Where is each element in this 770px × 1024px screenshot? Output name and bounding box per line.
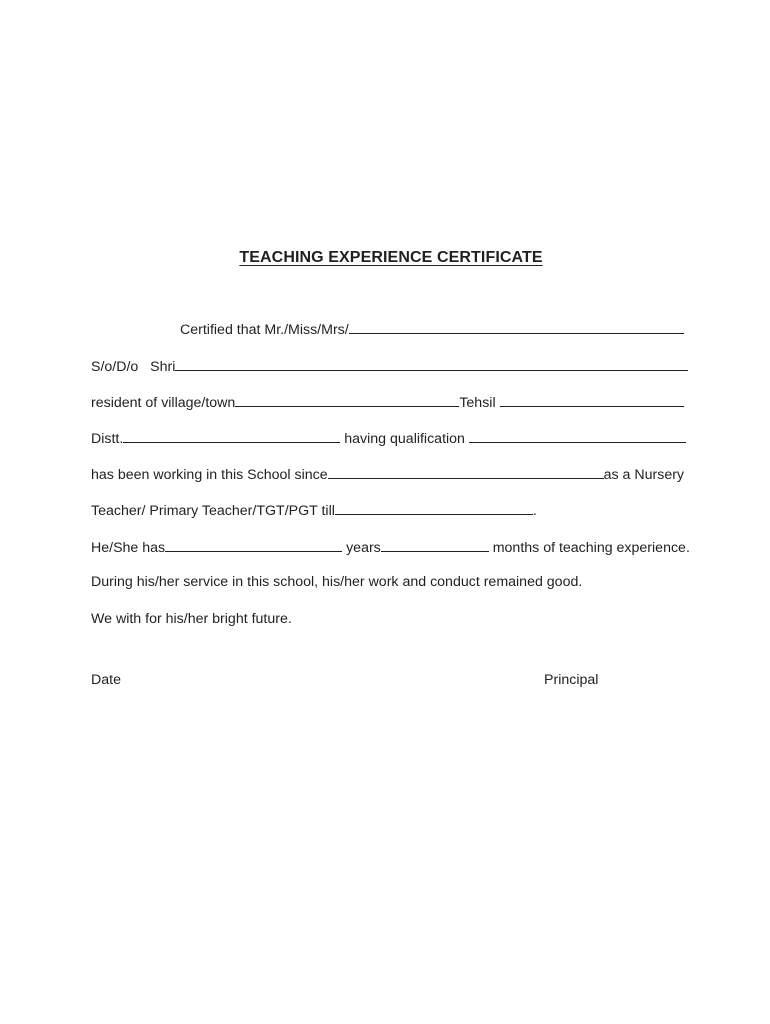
- district-blank[interactable]: [123, 429, 340, 443]
- certified-line: [180, 320, 684, 339]
- residence-line: [91, 393, 684, 412]
- district-line: [91, 429, 686, 448]
- till-date-blank[interactable]: [335, 501, 533, 515]
- wishes-text: We with for his/her bright future.: [91, 611, 292, 627]
- working-since-label: has been working in this School since: [91, 467, 328, 483]
- parent-name-blank[interactable]: [175, 357, 688, 371]
- working-since-line: [91, 465, 684, 484]
- teacher-type-label: Teacher/ Primary Teacher/TGT/PGT till: [91, 503, 335, 519]
- since-date-blank[interactable]: [328, 465, 604, 479]
- qualification-blank[interactable]: [469, 429, 686, 443]
- district-label: Distt.: [91, 431, 124, 447]
- months-blank[interactable]: [381, 538, 489, 552]
- years-label: years: [342, 540, 381, 556]
- parent-line: [91, 357, 688, 376]
- certificate-title: TEACHING EXPERIENCE CERTIFICATE: [239, 249, 543, 266]
- wishes-line: [91, 610, 292, 628]
- principal-label: Principal: [544, 672, 599, 688]
- conduct-text: During his/her service in this school, his/her work and conduct remained good.: [91, 574, 583, 590]
- parent-label: S/o/D/o Shri: [91, 359, 176, 375]
- date-label: Date: [91, 672, 121, 688]
- certified-label: Certified that Mr./Miss/Mrs/: [180, 322, 349, 338]
- conduct-line: [91, 573, 582, 591]
- period-mark: .: [532, 503, 537, 519]
- hes-he-has-label: He/She has: [91, 540, 166, 556]
- village-blank[interactable]: [235, 393, 459, 407]
- teacher-type-line: [91, 501, 537, 520]
- nursery-label: as a Nursery: [603, 467, 685, 483]
- qualification-label: having qualification: [340, 431, 469, 447]
- months-label: months of teaching experience.: [488, 540, 690, 556]
- tehsil-label: Tehsil: [459, 395, 496, 411]
- village-label: resident of village/town: [91, 395, 236, 411]
- years-blank[interactable]: [165, 538, 342, 552]
- experience-line: [91, 538, 690, 557]
- tehsil-blank[interactable]: [500, 393, 684, 407]
- name-blank[interactable]: [349, 320, 684, 334]
